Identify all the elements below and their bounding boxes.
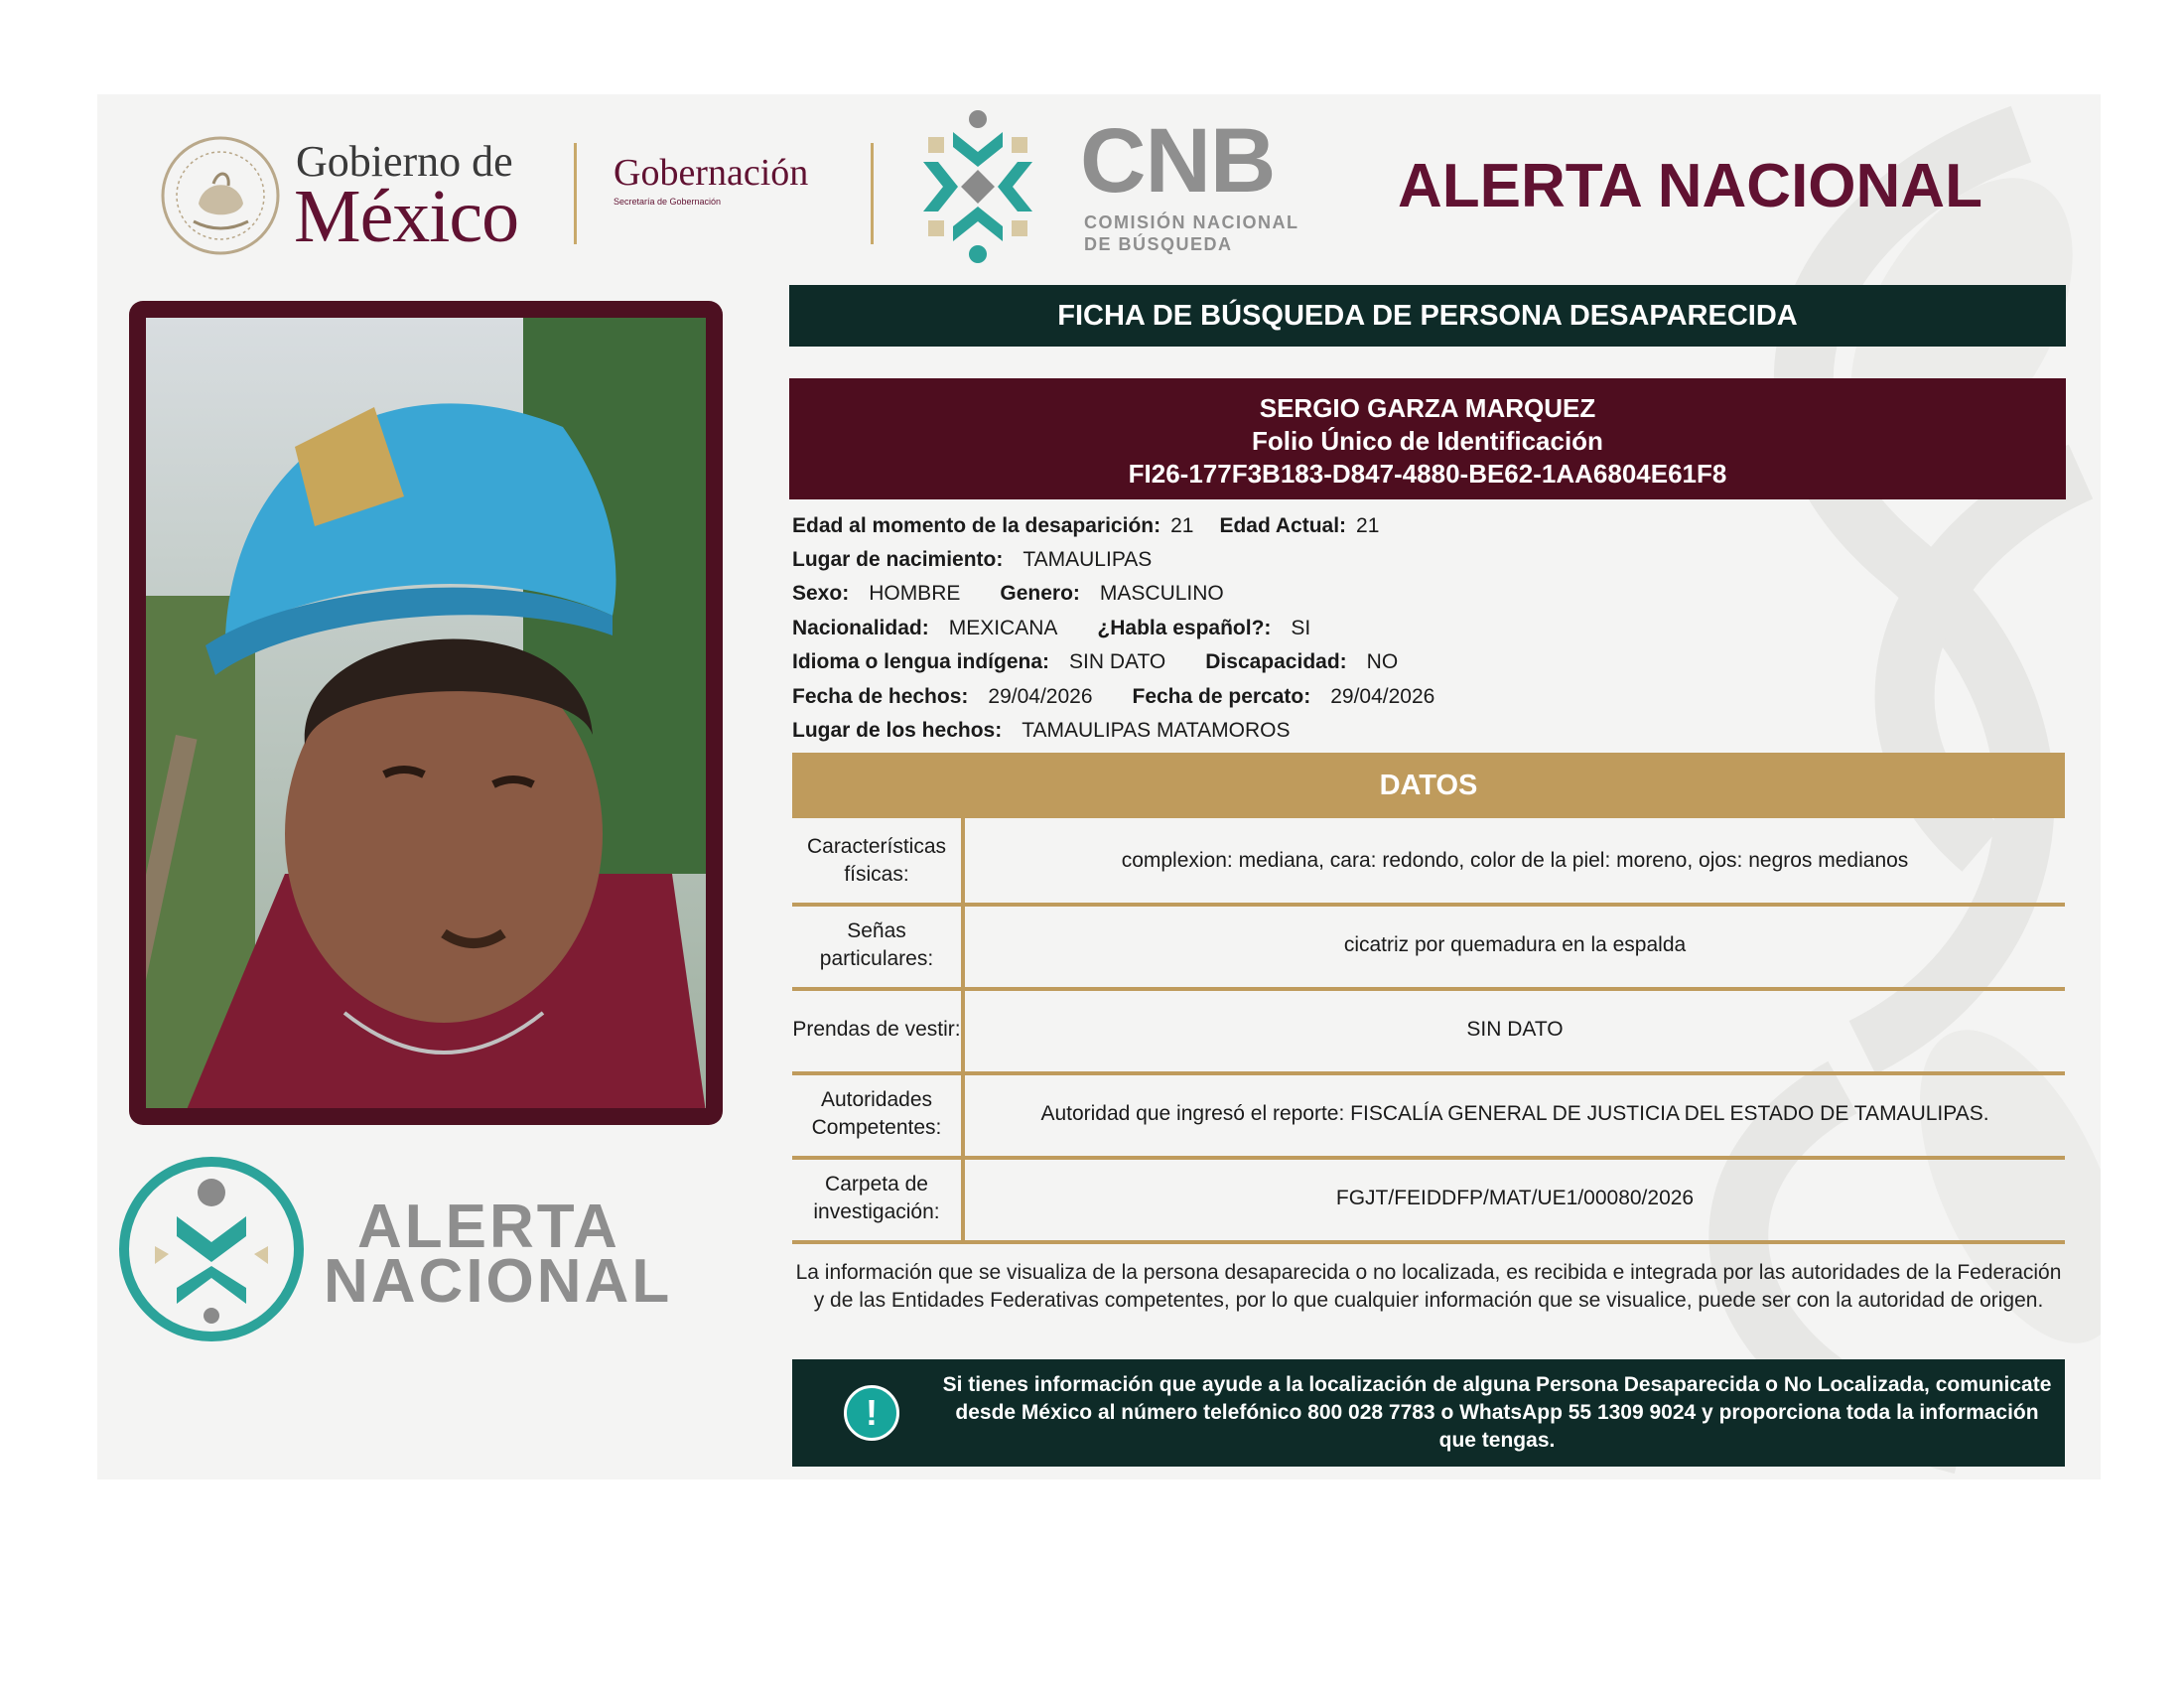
fecha-percato-value: 29/04/2026 [1330,685,1435,708]
folio-number: FI26-177F3B183-D847-4880-BE62-1AA6804E61F8 [1128,459,1727,489]
genero-label: Genero: [1000,582,1080,605]
lugar-hechos-label: Lugar de los hechos: [792,719,1003,742]
prendas-label: Prendas de vestir: [792,987,965,1071]
datos-row [792,987,2065,1075]
person-name-block [789,378,2066,499]
info-line-lugar-hechos [792,719,1316,743]
edad-desaparicion-label: Edad al momento de la desaparición: [792,514,1161,537]
senas-value: cicatriz por quemadura en la espalda [1343,932,1687,956]
lugar-nacimiento-value: TAMAULIPAS [1023,548,1153,571]
autoridades-label: Autoridades Competentes: [792,1071,965,1156]
folio-label: Folio Único de Identificación [1252,426,1603,456]
nacionalidad-value: MEXICANA [948,617,1058,639]
datos-row [792,1071,2065,1160]
person-photo [146,318,706,1108]
gobierno-de-text: Gobierno de [296,137,513,186]
lugar-nacimiento-label: Lugar de nacimiento: [792,548,1004,571]
prendas-value: SIN DATO [1466,1017,1564,1041]
national-seal-icon [159,134,283,258]
alerta-nacional-logo-icon [117,1155,306,1343]
gobierno-de-mexico-logo [159,134,576,258]
contact-text: Si tienes información que ayude a la localización de alguna Persona Desaparecida o No Localizada, comunicate desde México al número telefónico 800 028 7783 o WhatsApp 55 1309 9024 y proporciona toda la información que tengas. [942,1373,2052,1452]
idioma-value: SIN DATO [1069,650,1166,673]
fecha-hechos-label: Fecha de hechos: [792,685,969,708]
mexico-text: México [294,175,519,258]
info-line-nacimiento [792,548,1177,572]
edad-actual-label: Edad Actual: [1219,514,1347,537]
gobernacion-subtitle: Secretaría de Gobernación [614,197,722,207]
alerta-logo-line2: NACIONAL [324,1247,673,1316]
gobernacion-text: Gobernación [614,152,809,194]
contact-banner [792,1359,2065,1467]
cnb-text: CNB [1080,110,1276,211]
cnb-subtitle-line2: DE BÚSQUEDA [1084,234,1233,254]
fecha-percato-label: Fecha de percato: [1132,685,1311,708]
carpeta-value: FGJT/FEIDDFP/MAT/UE1/00080/2026 [1335,1186,1695,1209]
header-divider [871,143,874,244]
datos-row [792,818,2065,907]
exclamation-icon: ! [844,1385,899,1441]
discapacidad-label: Discapacidad: [1205,650,1347,673]
alerta-logo-line1: ALERTA [357,1193,620,1261]
cnb-logo-icon [898,107,1057,266]
datos-header: DATOS [792,753,2065,818]
genero-value: MASCULINO [1099,582,1224,605]
info-line-idioma [792,650,1424,674]
edad-desaparicion-value: 21 [1170,514,1194,537]
senas-label: Señas particulares: [792,903,965,987]
person-photo-frame [129,301,723,1125]
discapacidad-value: NO [1366,650,1399,673]
idioma-label: Idioma o lengua indígena: [792,650,1050,673]
habla-espanol-label: ¿Habla español?: [1097,617,1272,639]
datos-row [792,1156,2065,1244]
carpeta-label: Carpeta de investigación: [792,1156,965,1240]
habla-espanol-value: SI [1291,617,1311,639]
disclaimer-text: La información que se visualiza de la persona desaparecida o no localizada, es recibida e integrada por las autoridades de la Federación y de las Entidades Federativas competentes, por lo que cualquier información que se visualice, puede ser con la autoridad de origen. [795,1261,2062,1312]
fecha-hechos-value: 29/04/2026 [988,685,1093,708]
info-line-edad [792,514,1405,538]
person-name: SERGIO GARZA MARQUEZ [1259,393,1596,423]
datos-row [792,903,2065,991]
ficha-title: FICHA DE BÚSQUEDA DE PERSONA DESAPARECIDA [789,285,2066,347]
edad-actual-value: 21 [1356,514,1380,537]
info-line-nacionalidad [792,617,1336,640]
caracteristicas-value: complexion: mediana, cara: redondo, color de la piel: moreno, ojos: negros medianos [1121,848,1909,872]
info-line-sexo [792,582,1250,606]
lugar-hechos-value: TAMAULIPAS MATAMOROS [1022,719,1291,742]
alert-title: ALERTA NACIONAL [1398,152,1982,220]
sexo-label: Sexo: [792,582,850,605]
info-line-fechas [792,685,1460,709]
cnb-subtitle-line1: COMISIÓN NACIONAL [1084,212,1299,232]
nacionalidad-label: Nacionalidad: [792,617,929,639]
autoridades-value: Autoridad que ingresó el reporte: FISCALÍA GENERAL DE JUSTICIA DEL ESTADO DE TAMAULIPAS. [1040,1101,1989,1125]
caracteristicas-label: Características físicas: [792,818,965,903]
header-divider [574,143,577,244]
sexo-value: HOMBRE [869,582,961,605]
